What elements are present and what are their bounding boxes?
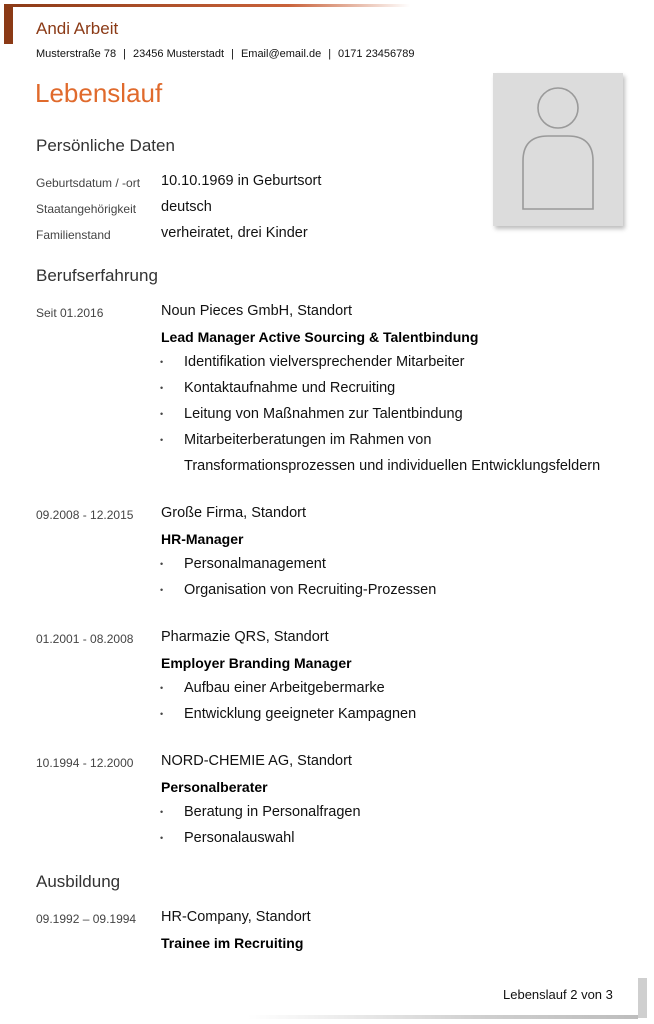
bullet-icon: • — [160, 357, 164, 367]
experience-date: Seit 01.2016 — [36, 306, 104, 320]
bullet-icon: • — [160, 383, 164, 393]
experience-bullet: Organisation von Recruiting-Prozessen — [184, 582, 437, 598]
personal-label: Staatangehörigkeit — [36, 202, 137, 216]
section-heading-education: Ausbildung — [36, 872, 121, 891]
experience-bullet: Aufbau einer Arbeitgebermarke — [184, 680, 385, 696]
personal-value: 10.10.1969 in Geburtsort — [161, 173, 322, 189]
bullet-icon: • — [160, 709, 164, 719]
experience-company: NORD-CHEMIE AG, Standort — [161, 753, 352, 769]
personal-label: Geburtsdatum / -ort — [36, 176, 141, 190]
experience-date: 10.1994 - 12.2000 — [36, 756, 134, 770]
bullet-icon: • — [160, 559, 164, 569]
header-accent-line — [4, 4, 410, 7]
experience-bullet: Entwicklung geeigneter Kampagnen — [184, 706, 417, 722]
bullet-icon: • — [160, 409, 164, 419]
contact-city: 23456 Musterstadt — [132, 48, 225, 60]
contact-line — [36, 48, 415, 60]
footer-accent-bar — [638, 978, 647, 1018]
section-heading-personal: Persönliche Daten — [36, 136, 175, 155]
contact-email: Email@email.de — [240, 48, 322, 60]
experience-bullet-continuation: Transformationsprozessen und individuellen Entwicklungsfeldern — [184, 458, 601, 474]
contact-separator: | — [123, 48, 126, 60]
header-accent-bar — [4, 4, 13, 44]
education-role: Trainee im Recruiting — [161, 935, 304, 951]
section-heading-experience: Berufserfahrung — [36, 266, 158, 285]
personal-value: deutsch — [161, 199, 212, 215]
experience-company: Große Firma, Standort — [161, 505, 307, 521]
experience-date: 01.2001 - 08.2008 — [36, 632, 134, 646]
page-number: Lebenslauf 2 von 3 — [503, 987, 613, 1002]
experience-bullet: Personalmanagement — [184, 556, 326, 572]
bullet-icon: • — [160, 435, 164, 445]
experience-bullet: Beratung in Personalfragen — [184, 804, 361, 820]
person-placeholder-icon — [493, 73, 623, 226]
document-title: Lebenslauf — [35, 78, 163, 108]
education-date: 09.1992 – 09.1994 — [36, 912, 137, 926]
bullet-icon: • — [160, 833, 164, 843]
applicant-name: Andi Arbeit — [36, 19, 119, 38]
bullet-icon: • — [160, 807, 164, 817]
contact-phone: 0171 23456789 — [338, 48, 415, 60]
experience-bullet: Personalauswahl — [184, 830, 295, 846]
contact-street: Musterstraße 78 — [36, 48, 117, 60]
footer-accent-line — [248, 1015, 638, 1019]
experience-bullet: Kontaktaufnahme und Recruiting — [184, 380, 396, 396]
experience-role: HR-Manager — [161, 531, 244, 547]
experience-bullet: Identifikation vielversprechender Mitarbeiter — [184, 354, 465, 370]
bullet-icon: • — [160, 683, 164, 693]
personal-value: verheiratet, drei Kinder — [161, 225, 308, 241]
education-institution: HR-Company, Standort — [161, 909, 311, 925]
personal-label: Familienstand — [36, 228, 111, 242]
experience-role: Personalberater — [161, 779, 268, 795]
profile-photo-placeholder — [493, 73, 623, 226]
experience-bullet: Mitarbeiterberatungen im Rahmen von — [184, 432, 432, 448]
experience-bullet: Leitung von Maßnahmen zur Talentbindung — [184, 406, 463, 422]
experience-company: Noun Pieces GmbH, Standort — [161, 303, 353, 319]
experience-date: 09.2008 - 12.2015 — [36, 508, 134, 522]
experience-role: Lead Manager Active Sourcing & Talentbindung — [161, 329, 479, 345]
experience-role: Employer Branding Manager — [161, 655, 352, 671]
experience-company: Pharmazie QRS, Standort — [161, 629, 329, 645]
contact-separator: | — [328, 48, 332, 60]
bullet-icon: • — [160, 585, 164, 595]
contact-separator: | — [231, 48, 234, 60]
